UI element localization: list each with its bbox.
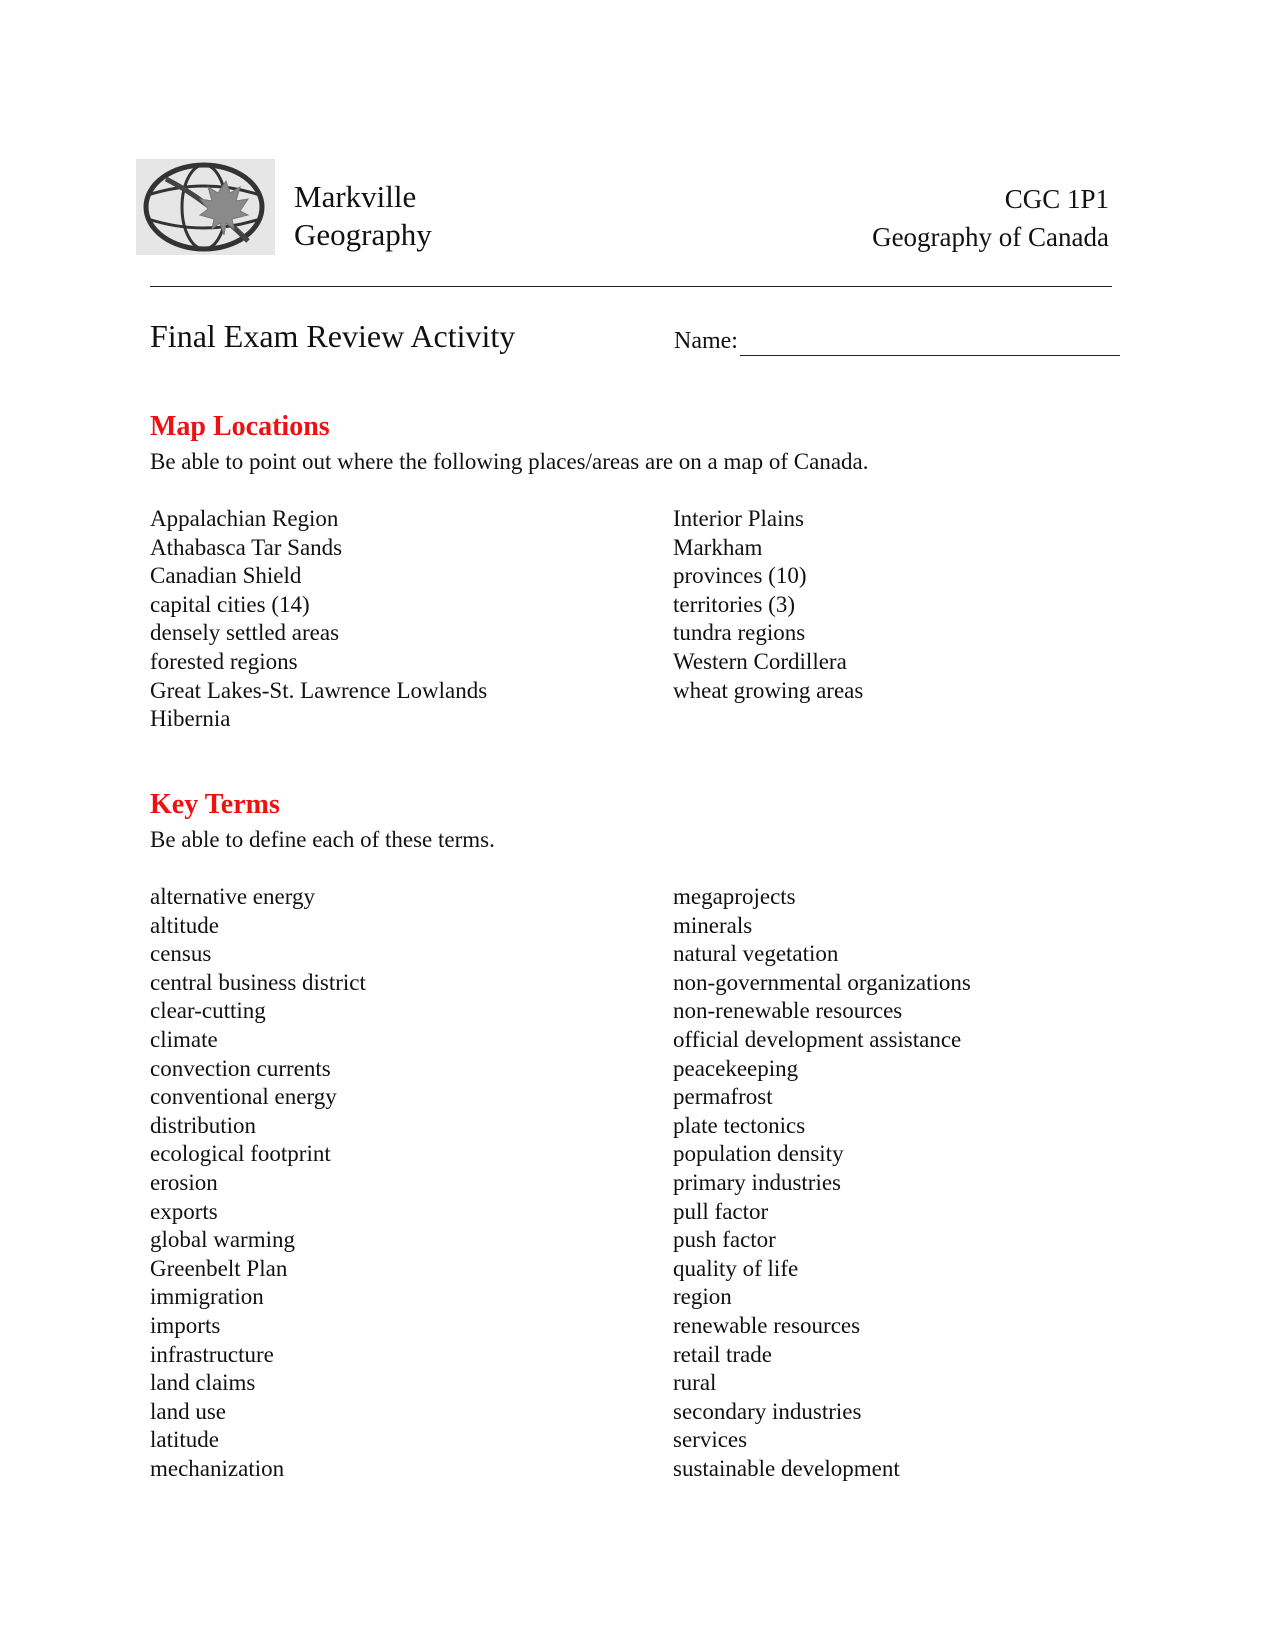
school-name-line1: Markville <box>294 179 417 214</box>
map-locations-heading: Map Locations <box>150 411 330 442</box>
list-item: Hibernia <box>150 706 231 732</box>
list-item: alternative energy <box>150 884 315 909</box>
list-item: land claims <box>150 1370 256 1396</box>
list-item: latitude <box>150 1427 219 1453</box>
key-terms-list-left <box>150 883 366 1483</box>
list-item: census <box>150 941 212 967</box>
list-item: Canadian Shield <box>150 563 302 589</box>
list-item: erosion <box>150 1169 218 1195</box>
list-item: services <box>673 1427 748 1453</box>
map-locations-list-right <box>673 505 863 705</box>
course-info <box>872 180 1109 256</box>
list-item: peacekeeping <box>673 1055 799 1081</box>
map-locations-description: Be able to point out where the following places/areas are on a map of Canada. <box>150 449 869 474</box>
list-item: densely settled areas <box>150 620 340 646</box>
list-item: Greenbelt Plan <box>150 1255 288 1281</box>
list-item: sustainable development <box>673 1455 900 1481</box>
list-item: retail trade <box>673 1341 772 1367</box>
list-item: territories (3) <box>673 591 795 617</box>
list-item: ecological footprint <box>150 1141 331 1167</box>
list-item: provinces (10) <box>673 563 807 589</box>
list-item: distribution <box>150 1112 257 1138</box>
list-item: global warming <box>150 1227 295 1253</box>
list-item: minerals <box>673 912 753 938</box>
page-title: Final Exam Review Activity <box>150 318 516 354</box>
list-item: quality of life <box>673 1255 799 1281</box>
list-item: land use <box>150 1398 227 1424</box>
list-item: non-renewable resources <box>673 998 903 1024</box>
list-item: central business district <box>150 969 366 995</box>
list-item: permafrost <box>673 1084 773 1110</box>
list-item: primary industries <box>673 1169 841 1195</box>
name-blank-line <box>740 330 1120 356</box>
list-item: region <box>673 1284 732 1310</box>
list-item: mechanization <box>150 1455 285 1481</box>
list-item: non-governmental organizations <box>673 969 971 995</box>
globe-maple-leaf-logo-icon <box>136 159 275 255</box>
list-item: exports <box>150 1198 218 1224</box>
key-terms-list-right <box>673 883 971 1483</box>
list-item: tundra regions <box>673 620 806 646</box>
map-locations-list-left <box>150 505 487 734</box>
key-terms-description: Be able to define each of these terms. <box>150 827 495 852</box>
school-name <box>294 178 432 254</box>
list-item: official development assistance <box>673 1026 962 1052</box>
list-item: climate <box>150 1026 218 1052</box>
list-item: rural <box>673 1370 717 1396</box>
list-item: megaprojects <box>673 884 796 909</box>
list-item: renewable resources <box>673 1312 861 1338</box>
list-item: forested regions <box>150 648 298 674</box>
list-item: clear-cutting <box>150 998 266 1024</box>
list-item: immigration <box>150 1284 264 1310</box>
list-item: population density <box>673 1141 844 1167</box>
list-item: conventional energy <box>150 1084 337 1110</box>
course-name: Geography of Canada <box>872 222 1109 252</box>
list-item: pull factor <box>673 1198 769 1224</box>
list-item: plate tectonics <box>673 1112 806 1138</box>
list-item: infrastructure <box>150 1341 274 1367</box>
list-item: altitude <box>150 912 219 938</box>
list-item: push factor <box>673 1227 776 1253</box>
list-item: imports <box>150 1312 221 1338</box>
school-name-line2: Geography <box>294 217 432 252</box>
list-item: Appalachian Region <box>150 506 339 531</box>
name-field <box>674 326 1120 356</box>
key-terms-heading: Key Terms <box>150 789 280 820</box>
list-item: natural vegetation <box>673 941 839 967</box>
list-item: Interior Plains <box>673 506 804 531</box>
list-item: capital cities (14) <box>150 591 310 617</box>
header-divider <box>150 286 1112 287</box>
list-item: secondary industries <box>673 1398 862 1424</box>
list-item: convection currents <box>150 1055 331 1081</box>
list-item: Western Cordillera <box>673 648 847 674</box>
list-item: Great Lakes-St. Lawrence Lowlands <box>150 677 488 703</box>
name-label: Name: <box>674 328 738 354</box>
list-item: Athabasca Tar Sands <box>150 534 343 560</box>
list-item: Markham <box>673 534 763 560</box>
course-code: CGC 1P1 <box>1004 184 1109 214</box>
list-item: wheat growing areas <box>673 677 864 703</box>
